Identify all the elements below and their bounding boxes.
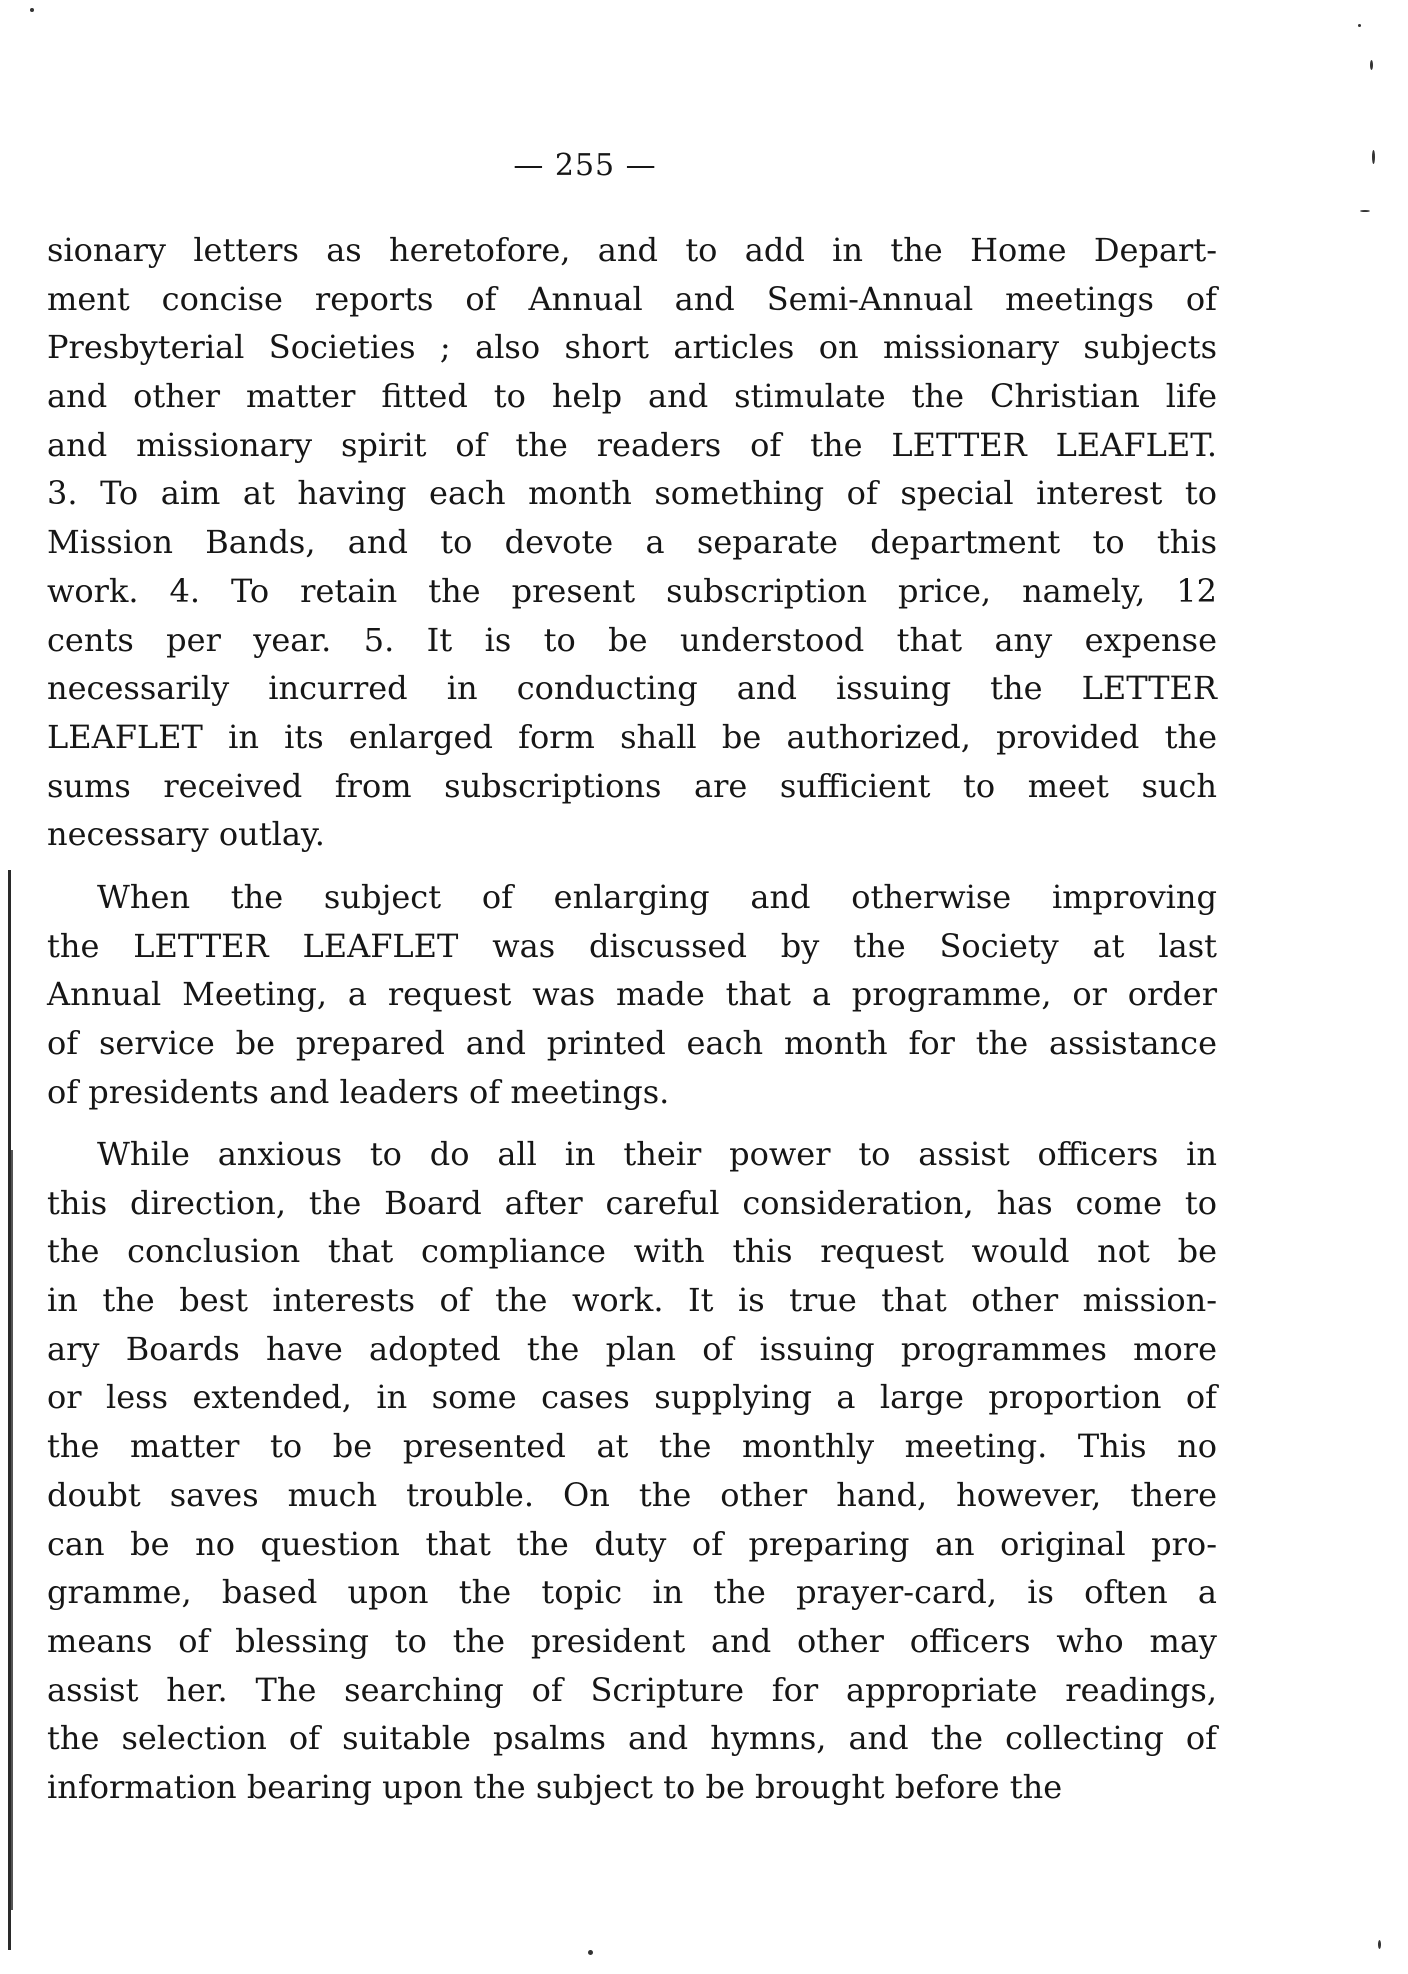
text-line: necessary outlay.	[47, 815, 325, 854]
text-line: can be no question that the duty of preparing an original pro-	[47, 1524, 1217, 1563]
text-line: While anxious to do all in their power to assist officers in	[97, 1135, 1217, 1173]
text-line: of presidents and leaders of meetings.	[47, 1072, 670, 1111]
paragraph-2	[47, 873, 1217, 1116]
text-line: work. 4. To retain the present subscription price, namely, 12	[47, 571, 1217, 610]
text-line: the LETTER LEAFLET was discussed by the Society at last	[47, 926, 1217, 965]
text-line: ary Boards have adopted the plan of issuing programmes more	[47, 1329, 1217, 1368]
scan-edge-line-thin	[11, 1150, 13, 1910]
text-line: Mission Bands, and to devote a separate department to this	[47, 523, 1217, 562]
text-line: cents per year. 5. It is to be understood that any expense	[47, 620, 1217, 659]
text-line: necessarily incurred in conducting and issuing the LETTER	[47, 669, 1217, 708]
paragraph-1	[47, 226, 1217, 859]
text-line: the matter to be presented at the monthly meeting. This no	[47, 1427, 1217, 1466]
scan-speck	[1360, 210, 1370, 212]
scan-speck	[588, 1950, 593, 1955]
text-line: and other matter fitted to help and stimulate the Christian life	[47, 377, 1217, 416]
text-line: information bearing upon the subject to be brought before the	[47, 1767, 1063, 1806]
scan-speck	[1378, 1940, 1381, 1949]
text-line: the selection of suitable psalms and hymns, and the collecting of	[47, 1719, 1217, 1758]
text-line: or less extended, in some cases supplying a large proportion of	[47, 1378, 1217, 1417]
text-line: means of blessing to the president and other officers who may	[47, 1621, 1217, 1660]
text-line: doubt saves much trouble. On the other hand, however, there	[47, 1475, 1217, 1514]
text-line: Presbyterial Societies ; also short articles on missionary subjects	[47, 328, 1217, 367]
paragraph-3	[47, 1130, 1217, 1812]
text-line: assist her. The searching of Scripture for appropriate readings,	[47, 1670, 1217, 1709]
text-line: When the subject of enlarging and otherwise improving	[97, 878, 1217, 916]
scan-speck	[1358, 24, 1361, 27]
text-line: in the best interests of the work. It is true that other mission-	[47, 1281, 1217, 1320]
text-line: sums received from subscriptions are sufficient to meet such	[47, 766, 1217, 805]
page-number: — 255 —	[513, 148, 657, 183]
scan-speck	[1372, 150, 1375, 164]
text-line: LEAFLET in its enlarged form shall be authorized, provided the	[47, 717, 1217, 756]
scan-speck	[1370, 60, 1373, 70]
text-line: sionary letters as heretofore, and to add in the Home Depart-	[47, 231, 1217, 269]
text-line: ment concise reports of Annual and Semi-Annual meetings of	[47, 279, 1217, 318]
text-line: gramme, based upon the topic in the prayer-card, is often a	[47, 1573, 1217, 1612]
text-line: of service be prepared and printed each month for the assistance	[47, 1024, 1217, 1063]
text-line: this direction, the Board after careful consideration, has come to	[47, 1183, 1217, 1222]
text-line: the conclusion that compliance with this request would not be	[47, 1232, 1217, 1271]
text-line: and missionary spirit of the readers of the LETTER LEAFLET.	[47, 425, 1217, 464]
scan-speck	[30, 8, 34, 12]
text-line: Annual Meeting, a request was made that a programme, or order	[47, 975, 1217, 1014]
text-line: 3. To aim at having each month something of special interest to	[47, 474, 1217, 513]
